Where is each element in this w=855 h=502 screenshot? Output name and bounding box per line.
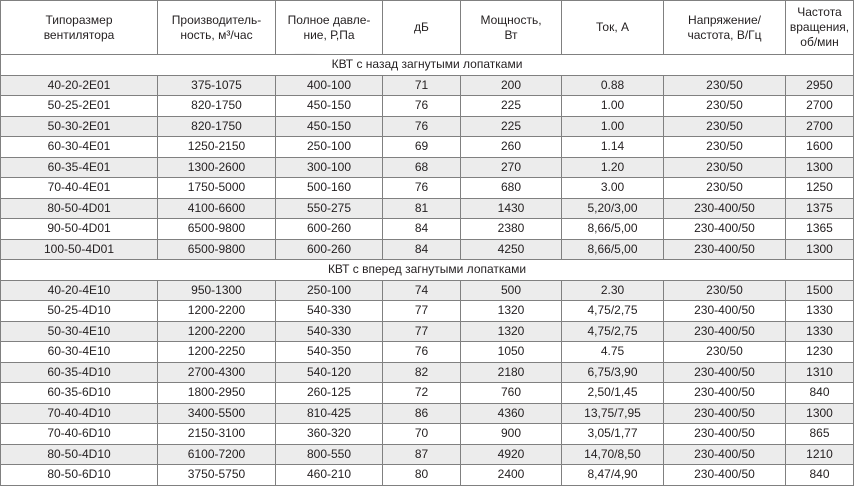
column-header-capacity bbox=[158, 1, 276, 55]
cell-capacity: 4100-6600 bbox=[158, 198, 276, 219]
cell-current: 1.00 bbox=[562, 116, 664, 137]
column-header-line: частота, В/Гц bbox=[687, 27, 762, 42]
column-header-line: Напряжение/ bbox=[688, 12, 761, 27]
cell-capacity: 3750-5750 bbox=[158, 465, 276, 486]
table-row bbox=[1, 280, 854, 301]
cell-rpm: 2700 bbox=[786, 96, 854, 117]
cell-current: 1.14 bbox=[562, 137, 664, 158]
table-row bbox=[1, 403, 854, 424]
cell-capacity: 950-1300 bbox=[158, 280, 276, 301]
cell-power: 200 bbox=[461, 75, 562, 96]
cell-power: 680 bbox=[461, 178, 562, 199]
cell-power: 225 bbox=[461, 96, 562, 117]
cell-pressure: 500-160 bbox=[276, 178, 383, 199]
cell-current: 4,75/2,75 bbox=[562, 301, 664, 322]
cell-db: 77 bbox=[383, 301, 461, 322]
cell-power: 4250 bbox=[461, 239, 562, 260]
table-row bbox=[1, 178, 854, 199]
cell-pressure: 400-100 bbox=[276, 75, 383, 96]
cell-voltage: 230-400/50 bbox=[664, 198, 786, 219]
cell-capacity: 1200-2200 bbox=[158, 301, 276, 322]
cell-rpm: 1210 bbox=[786, 444, 854, 465]
table-row bbox=[1, 362, 854, 383]
cell-db: 70 bbox=[383, 424, 461, 445]
cell-pressure: 250-100 bbox=[276, 137, 383, 158]
column-header-db bbox=[383, 1, 461, 55]
table-row bbox=[1, 444, 854, 465]
cell-capacity: 6500-9800 bbox=[158, 239, 276, 260]
cell-db: 80 bbox=[383, 465, 461, 486]
cell-rpm: 1330 bbox=[786, 321, 854, 342]
cell-current: 8,66/5,00 bbox=[562, 219, 664, 240]
table-row bbox=[1, 301, 854, 322]
cell-rpm: 1365 bbox=[786, 219, 854, 240]
cell-fan-size: 100-50-4D01 bbox=[1, 239, 158, 260]
cell-voltage: 230/50 bbox=[664, 96, 786, 117]
cell-power: 1320 bbox=[461, 321, 562, 342]
cell-fan-size: 40-20-2E01 bbox=[1, 75, 158, 96]
cell-fan-size: 60-35-4E01 bbox=[1, 157, 158, 178]
cell-current: 4.75 bbox=[562, 342, 664, 363]
table-row bbox=[1, 96, 854, 117]
table-row bbox=[1, 157, 854, 178]
section-title: КВТ с вперед загнутыми лопатками bbox=[1, 260, 854, 281]
cell-current: 3.00 bbox=[562, 178, 664, 199]
cell-fan-size: 50-30-4E10 bbox=[1, 321, 158, 342]
cell-voltage: 230-400/50 bbox=[664, 424, 786, 445]
cell-capacity: 820-1750 bbox=[158, 116, 276, 137]
cell-db: 76 bbox=[383, 178, 461, 199]
cell-db: 74 bbox=[383, 280, 461, 301]
cell-fan-size: 50-25-2E01 bbox=[1, 96, 158, 117]
column-header-line: Вт bbox=[504, 27, 518, 42]
cell-db: 81 bbox=[383, 198, 461, 219]
cell-pressure: 260-125 bbox=[276, 383, 383, 404]
cell-db: 71 bbox=[383, 75, 461, 96]
table-row bbox=[1, 198, 854, 219]
cell-pressure: 300-100 bbox=[276, 157, 383, 178]
cell-fan-size: 60-35-4D10 bbox=[1, 362, 158, 383]
cell-pressure: 360-320 bbox=[276, 424, 383, 445]
cell-capacity: 3400-5500 bbox=[158, 403, 276, 424]
column-header-line: Мощность, bbox=[480, 12, 542, 27]
cell-capacity: 2700-4300 bbox=[158, 362, 276, 383]
cell-capacity: 1250-2150 bbox=[158, 137, 276, 158]
cell-pressure: 600-260 bbox=[276, 239, 383, 260]
cell-voltage: 230/50 bbox=[664, 157, 786, 178]
cell-voltage: 230/50 bbox=[664, 178, 786, 199]
cell-power: 260 bbox=[461, 137, 562, 158]
table-row bbox=[1, 424, 854, 445]
cell-db: 84 bbox=[383, 219, 461, 240]
cell-current: 0.88 bbox=[562, 75, 664, 96]
cell-db: 68 bbox=[383, 157, 461, 178]
cell-voltage: 230/50 bbox=[664, 75, 786, 96]
cell-db: 86 bbox=[383, 403, 461, 424]
cell-fan-size: 50-25-4D10 bbox=[1, 301, 158, 322]
cell-voltage: 230-400/50 bbox=[664, 321, 786, 342]
cell-rpm: 2950 bbox=[786, 75, 854, 96]
cell-pressure: 540-350 bbox=[276, 342, 383, 363]
cell-pressure: 540-120 bbox=[276, 362, 383, 383]
cell-rpm: 2700 bbox=[786, 116, 854, 137]
section-title: КВТ с назад загнутыми лопатками bbox=[1, 55, 854, 76]
cell-power: 1430 bbox=[461, 198, 562, 219]
cell-fan-size: 60-35-6D10 bbox=[1, 383, 158, 404]
cell-db: 72 bbox=[383, 383, 461, 404]
cell-capacity: 820-1750 bbox=[158, 96, 276, 117]
column-header-voltage bbox=[664, 1, 786, 55]
cell-capacity: 1750-5000 bbox=[158, 178, 276, 199]
cell-current: 6,75/3,90 bbox=[562, 362, 664, 383]
cell-rpm: 1600 bbox=[786, 137, 854, 158]
cell-voltage: 230-400/50 bbox=[664, 362, 786, 383]
cell-fan-size: 80-50-6D10 bbox=[1, 465, 158, 486]
cell-current: 2,50/1,45 bbox=[562, 383, 664, 404]
table-row bbox=[1, 321, 854, 342]
cell-power: 2380 bbox=[461, 219, 562, 240]
cell-power: 4920 bbox=[461, 444, 562, 465]
table-header-row bbox=[1, 1, 854, 55]
cell-capacity: 1800-2950 bbox=[158, 383, 276, 404]
table-row bbox=[1, 342, 854, 363]
cell-pressure: 810-425 bbox=[276, 403, 383, 424]
cell-power: 225 bbox=[461, 116, 562, 137]
table-row bbox=[1, 137, 854, 158]
table-row bbox=[1, 116, 854, 137]
cell-power: 2180 bbox=[461, 362, 562, 383]
column-header-line: ние, Р,Па bbox=[303, 27, 355, 42]
cell-voltage: 230-400/50 bbox=[664, 444, 786, 465]
column-header-rpm bbox=[786, 1, 854, 55]
cell-current: 8,66/5,00 bbox=[562, 239, 664, 260]
table-row bbox=[1, 75, 854, 96]
cell-rpm: 840 bbox=[786, 383, 854, 404]
cell-rpm: 865 bbox=[786, 424, 854, 445]
cell-power: 1050 bbox=[461, 342, 562, 363]
cell-fan-size: 90-50-4D01 bbox=[1, 219, 158, 240]
cell-fan-size: 70-40-4E01 bbox=[1, 178, 158, 199]
cell-db: 69 bbox=[383, 137, 461, 158]
cell-voltage: 230/50 bbox=[664, 342, 786, 363]
cell-voltage: 230-400/50 bbox=[664, 301, 786, 322]
cell-current: 4,75/2,75 bbox=[562, 321, 664, 342]
cell-fan-size: 50-30-2E01 bbox=[1, 116, 158, 137]
column-header-line: ность, м³/час bbox=[180, 27, 253, 42]
cell-current: 1.20 bbox=[562, 157, 664, 178]
cell-current: 3,05/1,77 bbox=[562, 424, 664, 445]
column-header-pressure bbox=[276, 1, 383, 55]
section-header-row bbox=[1, 260, 854, 281]
cell-db: 84 bbox=[383, 239, 461, 260]
cell-rpm: 1310 bbox=[786, 362, 854, 383]
cell-current: 5,20/3,00 bbox=[562, 198, 664, 219]
column-header-line: Полное давле- bbox=[287, 12, 371, 27]
cell-pressure: 250-100 bbox=[276, 280, 383, 301]
cell-fan-size: 80-50-4D01 bbox=[1, 198, 158, 219]
cell-rpm: 1300 bbox=[786, 239, 854, 260]
table-row bbox=[1, 383, 854, 404]
table-body bbox=[1, 55, 854, 486]
section-header-row bbox=[1, 55, 854, 76]
column-header-line: Производитель- bbox=[171, 12, 262, 27]
cell-pressure: 600-260 bbox=[276, 219, 383, 240]
cell-current: 13,75/7,95 bbox=[562, 403, 664, 424]
cell-capacity: 2150-3100 bbox=[158, 424, 276, 445]
cell-rpm: 1375 bbox=[786, 198, 854, 219]
cell-current: 8,47/4,90 bbox=[562, 465, 664, 486]
table-row bbox=[1, 465, 854, 486]
cell-db: 87 bbox=[383, 444, 461, 465]
cell-voltage: 230/50 bbox=[664, 280, 786, 301]
cell-voltage: 230-400/50 bbox=[664, 383, 786, 404]
cell-db: 82 bbox=[383, 362, 461, 383]
cell-voltage: 230-400/50 bbox=[664, 239, 786, 260]
cell-capacity: 1300-2600 bbox=[158, 157, 276, 178]
column-header-fan-size bbox=[1, 1, 158, 55]
column-header-current bbox=[562, 1, 664, 55]
cell-capacity: 6500-9800 bbox=[158, 219, 276, 240]
cell-power: 900 bbox=[461, 424, 562, 445]
column-header-power bbox=[461, 1, 562, 55]
cell-power: 2400 bbox=[461, 465, 562, 486]
cell-fan-size: 40-20-4E10 bbox=[1, 280, 158, 301]
cell-voltage: 230-400/50 bbox=[664, 403, 786, 424]
cell-capacity: 6100-7200 bbox=[158, 444, 276, 465]
cell-voltage: 230/50 bbox=[664, 137, 786, 158]
cell-rpm: 1250 bbox=[786, 178, 854, 199]
column-header-line: дБ bbox=[414, 20, 429, 34]
cell-voltage: 230/50 bbox=[664, 116, 786, 137]
cell-capacity: 1200-2200 bbox=[158, 321, 276, 342]
cell-fan-size: 60-30-4E01 bbox=[1, 137, 158, 158]
cell-pressure: 550-275 bbox=[276, 198, 383, 219]
cell-db: 76 bbox=[383, 96, 461, 117]
cell-pressure: 450-150 bbox=[276, 116, 383, 137]
cell-pressure: 450-150 bbox=[276, 96, 383, 117]
cell-capacity: 1200-2250 bbox=[158, 342, 276, 363]
column-header-line: вентилятора bbox=[43, 27, 115, 42]
column-header-line: вращения, bbox=[789, 20, 850, 34]
cell-rpm: 1330 bbox=[786, 301, 854, 322]
cell-power: 4360 bbox=[461, 403, 562, 424]
cell-power: 500 bbox=[461, 280, 562, 301]
cell-power: 270 bbox=[461, 157, 562, 178]
cell-capacity: 375-1075 bbox=[158, 75, 276, 96]
cell-fan-size: 60-30-4E10 bbox=[1, 342, 158, 363]
cell-fan-size: 80-50-4D10 bbox=[1, 444, 158, 465]
cell-fan-size: 70-40-4D10 bbox=[1, 403, 158, 424]
cell-rpm: 840 bbox=[786, 465, 854, 486]
cell-voltage: 230-400/50 bbox=[664, 465, 786, 486]
cell-voltage: 230-400/50 bbox=[664, 219, 786, 240]
cell-power: 1320 bbox=[461, 301, 562, 322]
column-header-line: об/мин bbox=[800, 35, 839, 49]
cell-current: 2.30 bbox=[562, 280, 664, 301]
cell-pressure: 800-550 bbox=[276, 444, 383, 465]
cell-pressure: 460-210 bbox=[276, 465, 383, 486]
cell-db: 76 bbox=[383, 116, 461, 137]
table-row bbox=[1, 219, 854, 240]
cell-pressure: 540-330 bbox=[276, 321, 383, 342]
column-header-line: Ток, А bbox=[596, 20, 629, 34]
cell-rpm: 1230 bbox=[786, 342, 854, 363]
cell-db: 77 bbox=[383, 321, 461, 342]
cell-db: 76 bbox=[383, 342, 461, 363]
cell-rpm: 1300 bbox=[786, 157, 854, 178]
cell-current: 14,70/8,50 bbox=[562, 444, 664, 465]
cell-rpm: 1500 bbox=[786, 280, 854, 301]
column-header-line: Частота bbox=[797, 5, 842, 19]
cell-pressure: 540-330 bbox=[276, 301, 383, 322]
cell-current: 1.00 bbox=[562, 96, 664, 117]
cell-power: 760 bbox=[461, 383, 562, 404]
column-header-line: Типоразмер bbox=[45, 12, 113, 27]
table-row bbox=[1, 239, 854, 260]
cell-rpm: 1300 bbox=[786, 403, 854, 424]
cell-fan-size: 70-40-6D10 bbox=[1, 424, 158, 445]
